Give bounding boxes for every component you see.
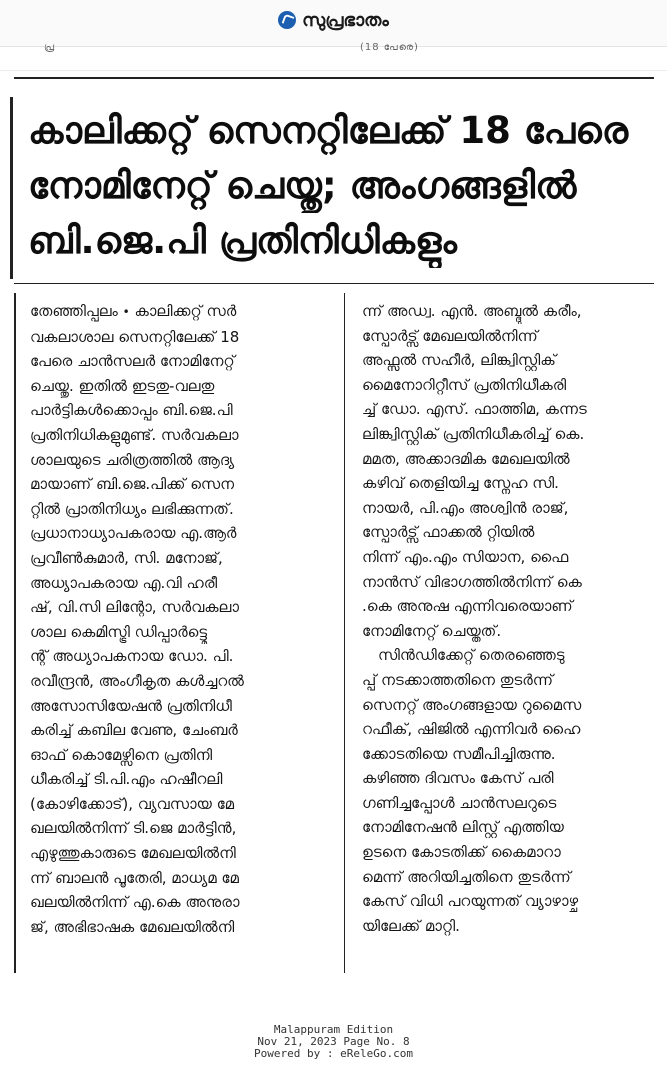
- article-line: കഴിവ് തെളിയിച്ച സ്നേഹ സി.: [362, 474, 559, 493]
- article-line: ന്റ് അധ്യാപകനായ ഡോ. പി.: [30, 647, 234, 666]
- article-line: അസോസിയേഷൻ പ്രതിനിധീ: [30, 696, 232, 715]
- article-line: .കെ അനുഷ എന്നിവരെയാണ്: [362, 597, 573, 616]
- article-line: വകലാശാല സെനറ്റിലേക്ക് 18: [30, 327, 240, 346]
- article-line: ധീകരിച്ച് ടി.പി.എം ഹഷീറലി: [30, 770, 223, 789]
- article-line: ന്ന് ബാലൻ പൂതേരി, മാധ്യമ മേ: [30, 868, 239, 887]
- article-line: മമത, അക്കാദമിക മേഖലയിൽ: [362, 449, 570, 468]
- column-divider: [344, 293, 345, 973]
- dateline: തേഞ്ഞിപ്പലം: [30, 302, 118, 320]
- article-line: നോമിനേഷൻ ലിസ്റ്റ് എത്തിയ: [362, 818, 564, 837]
- article-line: ജ്, അഭിഭാഷക മേഖലയിൽനി: [30, 917, 235, 936]
- article-line: സ്പോർട്സ് ഫാക്കൽ റ്റിയിൽ: [362, 523, 535, 542]
- article-line: [30, 299, 327, 325]
- article-line: ഖലയിൽനിന്ന് ടി.ജെ മാർട്ടിൻ,: [30, 819, 237, 838]
- article-line: ച്ച് ഡോ. എസ്. ഫാത്തിമ, കന്നട: [362, 400, 587, 419]
- newspaper-logo-icon: [278, 11, 296, 29]
- article-line: നോമിനേറ്റ് ചെയ്തത്.: [362, 621, 502, 640]
- headline-line: കാലിക്കറ്റ് സെനറ്റിലേക്ക് 18 പേരെ: [28, 109, 629, 152]
- headline-border-left: [10, 97, 13, 279]
- article-line: എഴുത്തുകാരുടെ മേഖലയിൽനി: [30, 844, 236, 863]
- article-line: റ്റിൽ പ്രാതിനിധ്യം ലഭിക്കുന്നത്.: [30, 499, 234, 518]
- article-line: നാൻസ് വിഭാഗത്തിൽനിന്ന് കെ: [362, 572, 582, 591]
- top-rule: [14, 77, 654, 79]
- article-line: മെന്ന് അറിയിച്ചതിനെ തുടർന്ന്: [362, 867, 571, 886]
- edition-name: Malappuram Edition: [273, 1023, 394, 1036]
- article-line: കഴിഞ്ഞ ദിവസം കേസ് പരി: [362, 769, 554, 788]
- cropped-previous-article-strip: [0, 36, 667, 58]
- article-line: മൈനോറിറ്റീസ് പ്രതിനിധീകരി: [362, 375, 567, 394]
- article-line: ഗണിച്ചപ്പോൾ ചാൻസലറുടെ: [362, 793, 557, 812]
- article-line: ഓഫ് കൊമേഴ്സിനെ പ്രതിനി: [30, 745, 213, 764]
- article-line: ചെയ്തു. ഇതിൽ ഇടതു-വലതു: [30, 376, 215, 395]
- article-line: യിലേക്ക് മാറ്റി.: [362, 916, 460, 935]
- article-line: അധ്യാപകരായ എ.വി ഹരീ: [30, 573, 218, 592]
- article-line: പാർട്ടികൾക്കൊപ്പം ബി.ജെ.പി: [30, 401, 233, 420]
- article-line: പ്പ് നടക്കാത്തതിനെ തുടർന്ന്: [362, 670, 554, 689]
- article-line-text: കാലിക്കറ്റ് സർ: [134, 302, 237, 320]
- article-line: ശാലയുടെ ചരിത്രത്തിൽ ആദ്യ: [30, 450, 235, 469]
- edition-footer: [0, 1024, 667, 1060]
- headline: [28, 103, 643, 268]
- crop-fragment-left: പ്ര: [44, 42, 56, 53]
- article-line: ലിങ്ക്വിസ്റ്റിക് പ്രതിനിധീകരിച്ച് കെ.: [362, 424, 585, 443]
- article-line: ശാല കെമിസ്ട്രി ഡിപ്പാർട്ട്മെ: [30, 622, 208, 641]
- article-line: കരിച്ച് കബില വേണു, ചേംബർ: [30, 721, 238, 740]
- masthead: [0, 10, 667, 31]
- article-line: പ്രവീൺകുമാർ, സി. മനോജ്,: [30, 548, 223, 567]
- article-line: ഷ്, വി.സി ലിന്റോ, സർവകലാ: [30, 598, 239, 617]
- article-line: കേസ് വിധി പറയുന്നത് വ്യാഴാഴ്ച: [362, 892, 579, 911]
- article-column-right: [362, 299, 650, 938]
- article-line: പ്രധാനാധ്യാപകരായ എ.ആർ: [30, 524, 237, 543]
- article-line: ന്ന് അഡ്വ. എൻ. അബ്ദുൽ കരീം,: [362, 302, 582, 320]
- article-line: മായാണ് ബി.ജെ.പിക്ക് സെന: [30, 475, 235, 494]
- article-line: നായർ, പി.എം അശ്വിൻ രാജ്,: [362, 498, 569, 517]
- article-line: രവീന്ദ്രൻ, അംഗീകൃത കൾച്ചറൽ: [30, 671, 244, 690]
- headline-line: ബി.ജെ.പി പ്രതിനിധികളും: [28, 219, 457, 262]
- article-line: റഫീക്, ഷിജിൽ എന്നിവർ ഹൈ: [362, 720, 581, 739]
- article-line: ഖലയിൽനിന്ന് എ.കെ അനുരാ: [30, 893, 240, 912]
- article-column-left: [30, 299, 327, 939]
- article-line: ഉടനെ കോടതിക്ക് കൈമാറാ: [362, 843, 561, 862]
- body-border-left: [14, 293, 16, 973]
- bullet: •: [122, 305, 130, 319]
- article-line: അഫ്സൽ സഹീർ, ലിങ്ക്വിസ്റ്റിക്: [362, 351, 556, 370]
- article-line: പ്രതിനിധികളുമുണ്ട്. സർവകലാ: [30, 425, 239, 444]
- masthead-title: സുപ്രഭാതം: [302, 10, 389, 31]
- crop-fragment-right: (18 പേരെ): [360, 42, 419, 53]
- headline-bottom-rule: [14, 283, 654, 284]
- article-line: ക്കോടതിയെ സമീപിച്ചിരുന്നു.: [362, 744, 556, 763]
- article-line: നിന്ന് എം.എം സിയാന, ഫൈ: [362, 547, 569, 566]
- article-line: സെനറ്റ് അംഗങ്ങളായ റുമൈസ: [362, 695, 582, 714]
- article-line: പേരെ ചാൻസലർ നോമിനേറ്റ്: [30, 352, 235, 371]
- powered-by[interactable]: Powered by : eReleGo.com: [254, 1047, 413, 1060]
- article-line: സിൻഡിക്കേറ്റ് തെരഞ്ഞെടു: [378, 646, 565, 665]
- headline-line: നോമിനേറ്റ് ചെയ്തു; അംഗങ്ങളിൽ: [28, 164, 577, 207]
- article-line: സ്പോർട്സ് മേഖലയിൽനിന്ന്: [362, 326, 538, 345]
- edition-date-page: Nov 21, 2023 Page No. 8: [257, 1035, 410, 1048]
- newspaper-clipping: [0, 70, 667, 1037]
- article-line: (കോഴിക്കോട്), വ്യവസായ മേ: [30, 794, 235, 813]
